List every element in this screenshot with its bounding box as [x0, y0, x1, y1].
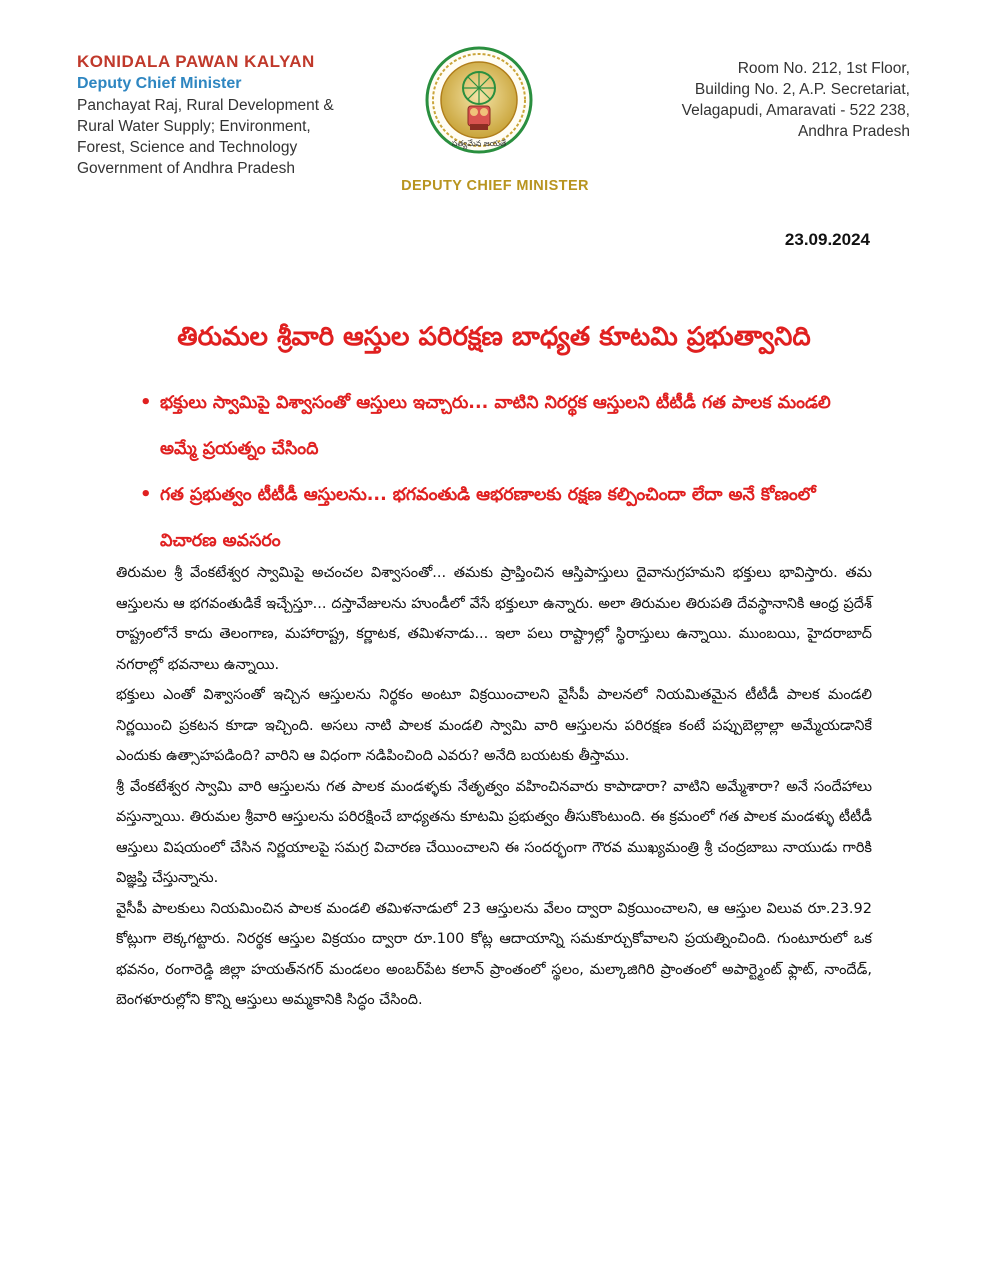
- department-line: Forest, Science and Technology: [77, 139, 298, 156]
- body-paragraph: వైసీపీ పాలకులు నియమించిన పాలక మండలి తమిళనాడులో 23 ఆస్తులను వేలం ద్వారా విక్రయించాలని, ఆ ఆస్తుల విలువ రూ.23.92 కోట్లుగా లెక్కగట్టారు. నిరర్థక ఆస్తుల విక్రయం ద్వారా రూ.100 కోట్ల ఆదాయాన్ని సమకూర్చుకోవాలని ప్రయత్నించింది. గుంటూరులో ఒక భవనం, రంగారెడ్డి జిల్లా హయత్‌నగర్ మండలం అంబర్‌పేట కలాన్ ప్రాంతంలో స్థలం, మల్కాజిగిరి ప్రాంతంలో అపార్ట్మెంట్ ఫ్లాట్, నాందేడ్, బెంగళూరుల్లోని కొన్ని ఆస్తులు అమ్మకానికి సిద్ధం చేసింది.: [116, 900, 872, 1008]
- minister-name: KONIDALA PAWAN KALYAN: [77, 52, 315, 71]
- body-paragraph: తిరుమల శ్రీ వేంకటేశ్వర స్వామిపై అచంచల విశ్వాసంతో... తమకు ప్రాప్తించిన ఆస్తిపాస్తులు దైవానుగ్రహమని భక్తులు భావిస్తారు. తమ ఆస్తులను ఆ భగవంతుడికే ఇచ్చేస్తూ... దస్తావేజులను హుండీలో వేసే భక్తులూ ఉన్నారు. అలా తిరుమల తిరుపతి దేవస్థానానికి ఆంధ్ర ప్రదేశ్ రాష్ట్రంలోనే కాదు తెలంగాణ, మహారాష్ట్ర, కర్ణాటక, తమిళనాడు... ఇలా పలు రాష్ట్రాల్లో స్థిరాస్తులు ఉన్నాయి. ముంబయి, హైదరాబాద్ నగరాల్లో భవనాలు ఉన్నాయి.: [116, 565, 872, 673]
- minister-role: Deputy Chief Minister: [77, 75, 242, 92]
- svg-text:సత్యమేవ జయతే: సత్యమేవ జయతే: [451, 139, 507, 148]
- address-line: Building No. 2, A.P. Secretariat,: [694, 81, 910, 98]
- department-line: Rural Water Supply; Environment,: [77, 118, 311, 135]
- state-emblem-icon: [424, 38, 534, 188]
- department-line: Government of Andhra Pradesh: [77, 160, 295, 177]
- key-point-text: భక్తులు స్వామిపై విశ్వాసంతో ఆస్తులు ఇచ్చారు... వాటిని నిరర్థక ఆస్తులని టీటీడీ గత పాలక మండలి అమ్మే ప్రయత్నం చేసింది: [160, 393, 831, 459]
- address-line: Andhra Pradesh: [797, 123, 910, 140]
- press-release-body: [116, 558, 872, 1016]
- key-points-list: [140, 380, 870, 564]
- body-paragraph: భక్తులు ఎంతో విశ్వాసంతో ఇచ్చిన ఆస్తులను నిర్థకం అంటూ విక్రయించాలని వైసీపీ పాలనలో నియమితమైన టీటీడీ పాలక మండలి నిర్ణయించి ప్రకటన కూడా ఇచ్చింది. అసలు నాటి పాలక మండలి స్వామి వారి ఆస్తులను పరిరక్షణ కంటే పప్పుబెల్లాల్లా అమ్మేయడానికే ఎందుకు ఉత్సాహపడింది? వారిని ఆ విధంగా నడిపించింది ఎవరు? అనేది బయటకు తీస్తాము.: [116, 687, 872, 764]
- address-line: Velagapudi, Amaravati - 522 238,: [681, 102, 910, 119]
- address-line: Room No. 212, 1st Floor,: [737, 60, 910, 77]
- key-point-text: గత ప్రభుత్వం టీటీడీ ఆస్తులను... భగవంతుడి ఆభరణాలకు రక్షణ కల్పించిందా లేదా అనే కోణంలో విచారణ అవసరం: [160, 485, 816, 551]
- bullet-icon: •: [140, 484, 152, 505]
- letterhead-left: [77, 52, 397, 179]
- key-point: [140, 380, 870, 472]
- bullet-icon: •: [140, 392, 152, 413]
- key-point: [140, 472, 870, 564]
- body-paragraph: శ్రీ వేంకటేశ్వర స్వామి వారి ఆస్తులను గత పాలక మండళ్ళకు నేతృత్వం వహించినవారు కాపాడారా? వాటిని అమ్మేశారా? అనే సందేహాలు వస్తున్నాయి. తిరుమల శ్రీవారి ఆస్తులను పరిరక్షించే బాధ్యతను కూటమి ప్రభుత్వం తీసుకొంటుంది. ఈ క్రమంలో గత పాలక మండళ్ళు టీటీడీ ఆస్తులు విషయంలో చేసిన నిర్ణయాలపై సమగ్ర విచారణ చేయించాలని ఈ సందర్భంగా గౌరవ ముఖ్యమంత్రి శ్రీ చంద్రబాబు నాయుడు గారికి విజ్ఞప్తి చేస్తున్నాను.: [116, 778, 872, 886]
- letterhead-address: [610, 58, 910, 142]
- headline: తిరుమల శ్రీవారి ఆస్తుల పరిరక్షణ బాధ్యత కూటమి ప్రభుత్వానిది: [177, 322, 811, 352]
- emblem-caption: DEPUTY CHIEF MINISTER: [401, 178, 589, 194]
- department-block: [77, 95, 397, 179]
- department-line: Panchayat Raj, Rural Development &: [77, 97, 334, 114]
- press-release-date: 23.09.2024: [784, 230, 870, 249]
